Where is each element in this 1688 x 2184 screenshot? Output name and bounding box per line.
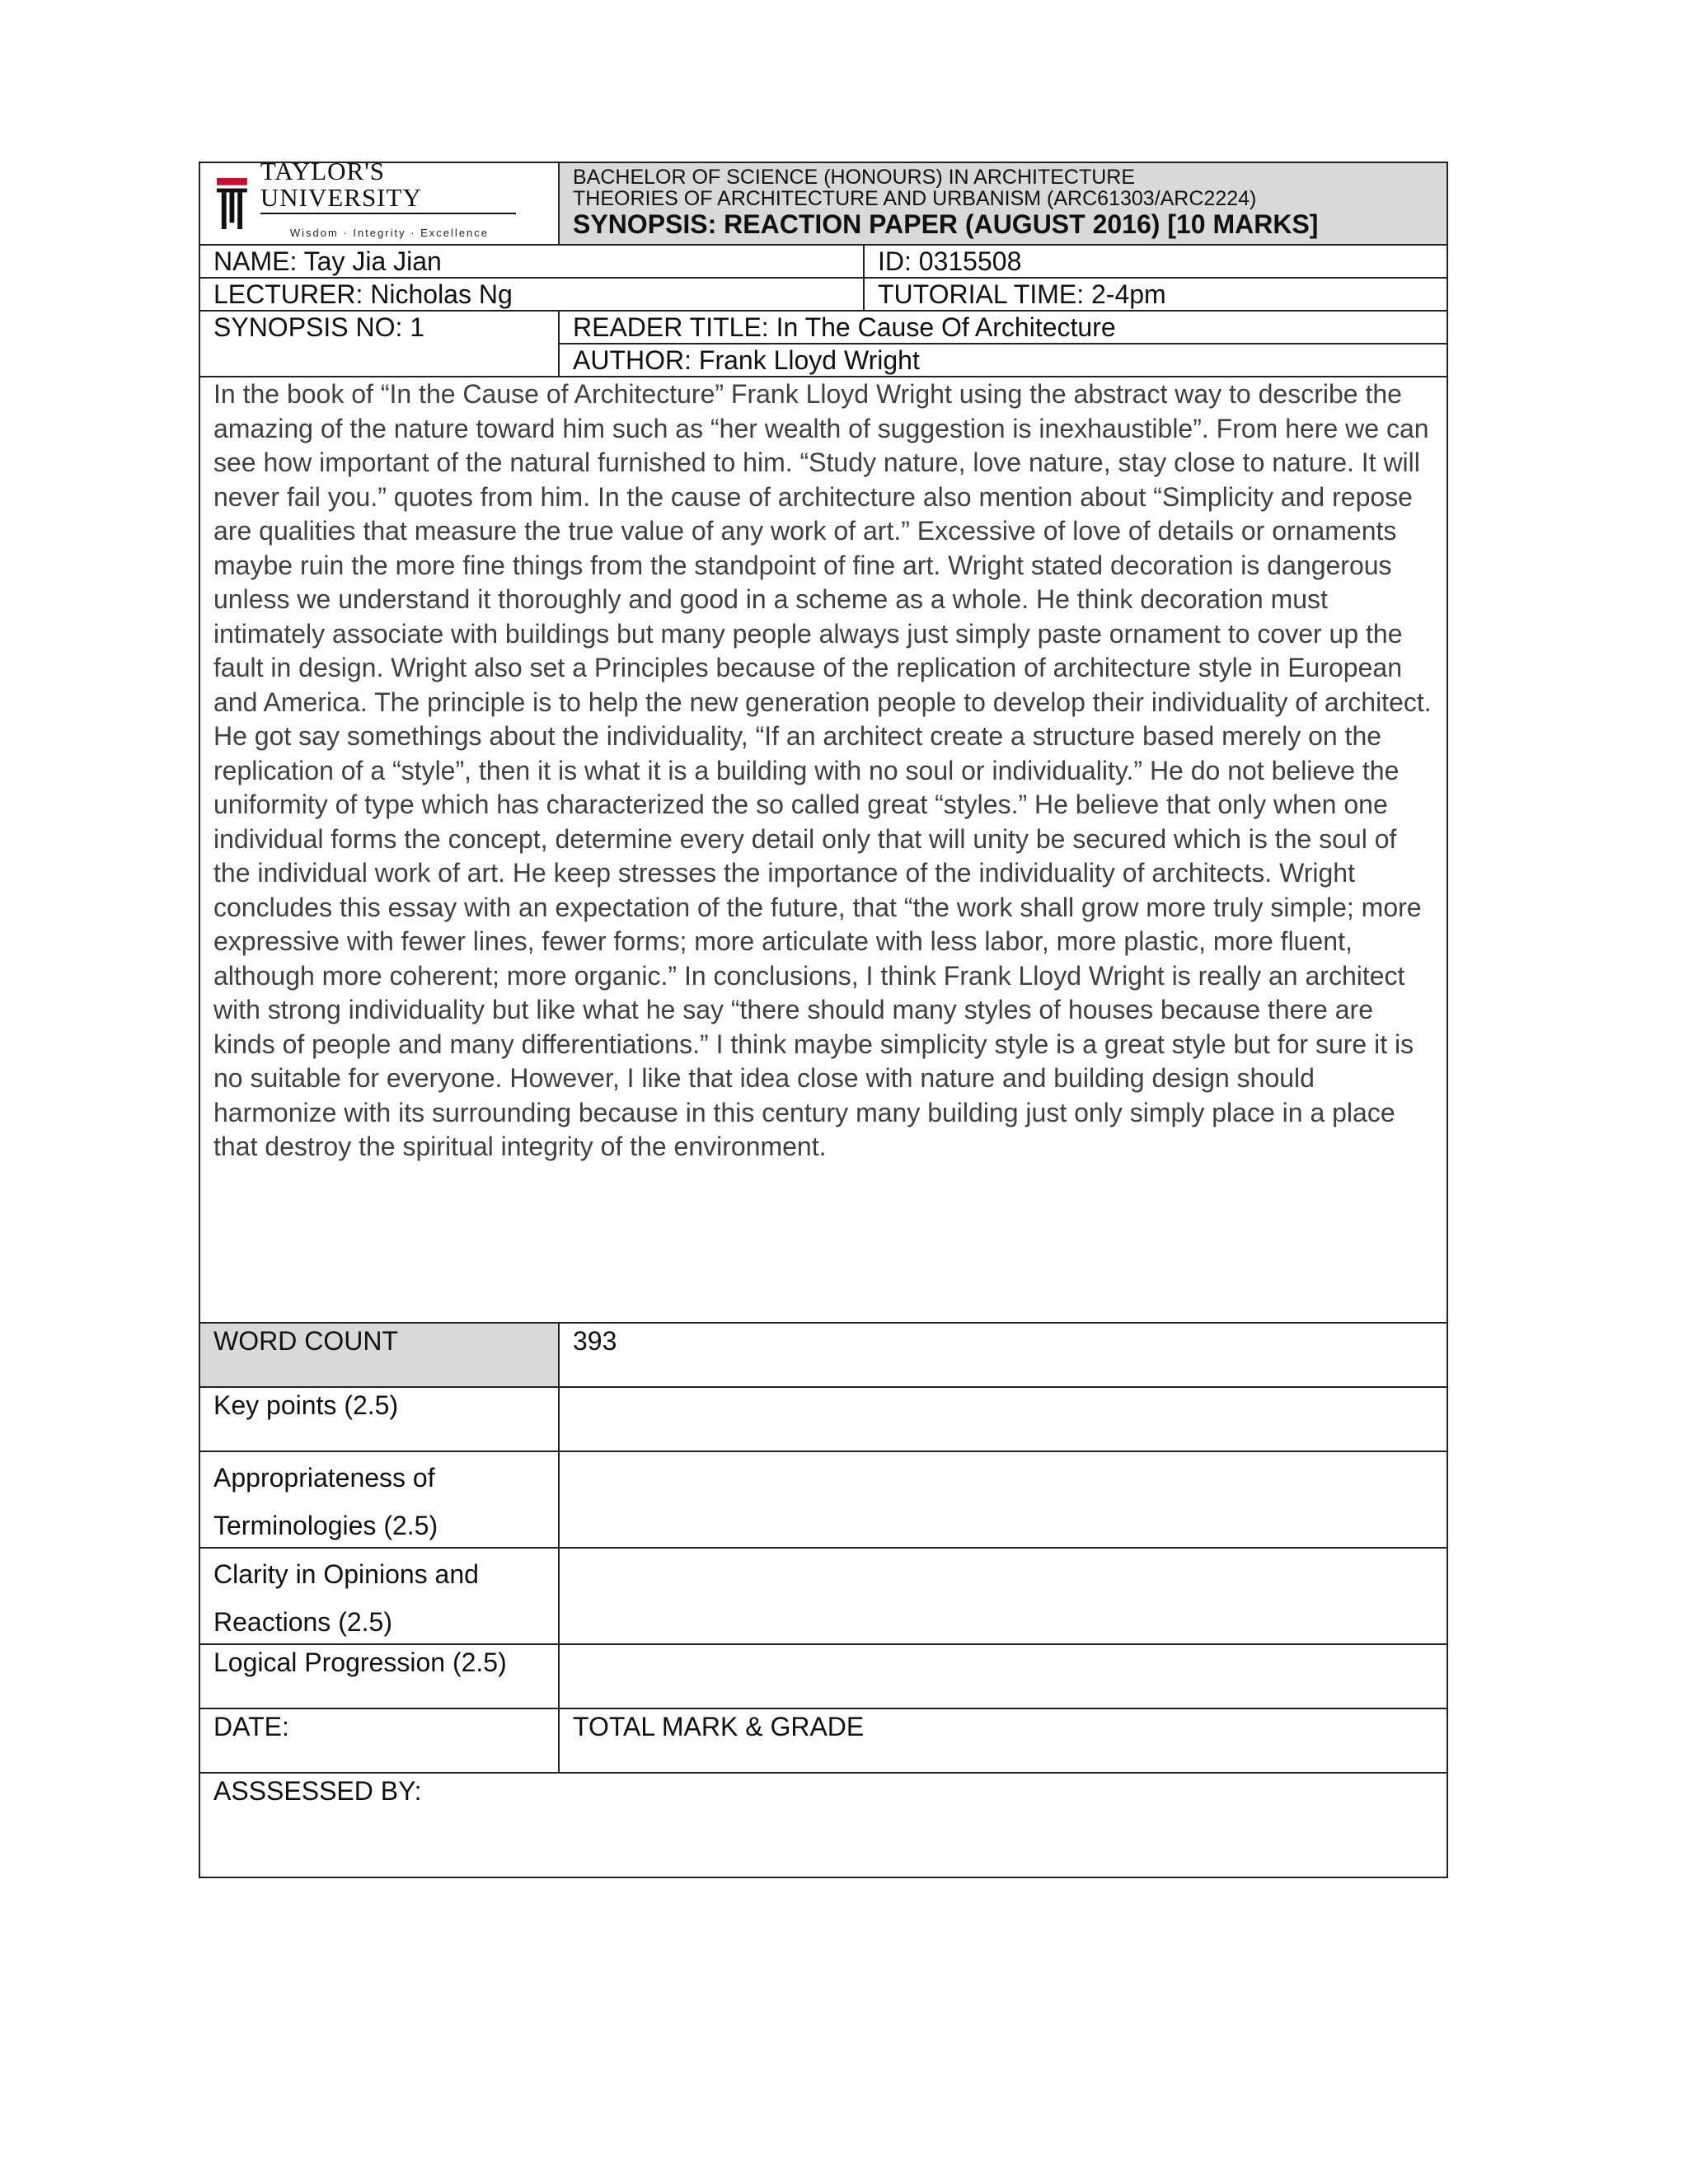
date-label: DATE: [200,1709,560,1772]
university-name: TAYLOR'S UNIVERSITY [260,157,422,212]
terminologies-label [200,1452,560,1547]
tutorial-time: TUTORIAL TIME: 2-4pm [878,279,1166,309]
document-title: SYNOPSIS: REACTION PAPER (AUGUST 2016) [10 MARKS] [573,209,1319,239]
date-total-row [200,1709,1447,1774]
clarity-row [200,1549,1447,1645]
info-row-synopsis [200,312,1447,377]
student-id: ID: 0315508 [878,246,1022,276]
key-points-row [200,1388,1447,1452]
logo-divider [260,213,516,214]
lecturer-name: LECTURER: Nicholas Ng [200,279,865,310]
word-count-label: WORD COUNT [200,1324,560,1386]
info-row-name [200,246,1447,279]
reader-author: AUTHOR: Frank Lloyd Wright [573,345,920,375]
logo-cell [200,157,560,244]
reader-info [560,312,1447,376]
terminologies-label-line2: Terminologies (2.5) [213,1511,438,1540]
reader-title: READER TITLE: In The Cause Of Architecture [560,312,1447,344]
course-header [560,163,1447,244]
key-points-label: Key points (2.5) [200,1388,560,1451]
module-name: THEORIES OF ARCHITECTURE AND URBANISM (ARC61303/ARC2224) [573,187,1257,210]
key-points-score[interactable] [560,1388,1447,1451]
logical-label: Logical Progression (2.5) [200,1645,560,1708]
synopsis-text: In the book of “In the Cause of Architecture” Frank Lloyd Wright using the abstract way to describe the amazing of the nature toward him such as “her wealth of suggestion is inexhaustible”. From here we can see how important of the natural furnished to him. “Study nature, love nature, stay close to nature. It will never fail you.” quotes from him. In the cause of architecture also mention about “Simplicity and repose are qualities that measure the true value of any work of art.” Excessive of love of details or ornaments maybe ruin the more fine things from the standpoint of fine art. Wright stated decoration is dangerous unless we understand it thoroughly and good in a scheme as a whole. He think decoration must intimately associate with buildings but many people always just simply paste ornament to cover up the fault in design. Wright also set a Principles because of the replication of architecture style in European and America. The principle is to help the new generation people to develop their individuality of architect. He got say somethings about the individuality, “If an architect create a structure based merely on the replication of a “style”, then it is what it is a building with no soul or individuality.” He do not believe the uniformity of type which has characterized the so called great “styles.” He believe that only when one individual forms the concept, determine every detail only that will unity be secured which is the soul of the individual work of art. He keep stresses the importance of the individuality of architects. Wright concludes this essay with an expectation of the future, that “the work shall grow more truly simple; more expressive with fewer lines, fewer forms; more articulate with less labor, more plastic, more fluent, although more coherent; more organic.” In conclusions, I think Frank Lloyd Wright is really an architect with strong individuality but like what he say “there should many styles of houses because there are kinds of people and many differentiations.” I think maybe simplicity style is a great style but for sure it is no suitable for everyone. However, I like that idea close with nature and building design should harmonize with its surrounding because in this century many building just only simply place in a place that destroy the spiritual integrity of the environment. [213,379,1432,1161]
total-mark-label: TOTAL MARK & GRADE [573,1712,865,1741]
terminologies-score[interactable] [560,1452,1447,1547]
info-row-lecturer [200,279,1447,312]
assessed-by-row [200,1774,1447,1877]
synopsis-number: SYNOPSIS NO: 1 [200,312,560,376]
clarity-label-line1: Clarity in Opinions and [213,1559,479,1589]
terminologies-label-line1: Appropriateness of [213,1463,435,1493]
synopsis-form [199,157,1448,1878]
program-name: BACHELOR OF SCIENCE (HONOURS) IN ARCHITECTURE [573,166,1136,189]
synopsis-body-row [200,377,1447,1324]
clarity-label [200,1549,560,1643]
university-motto: Wisdom · Integrity · Excellence [289,227,490,239]
clarity-label-line2: Reactions (2.5) [213,1607,392,1637]
university-logo [217,158,545,249]
student-name: NAME: Tay Jia Jian [200,246,865,277]
terminologies-row [200,1452,1447,1549]
word-count-row [200,1324,1447,1388]
logical-score[interactable] [560,1645,1447,1708]
header-row [200,157,1447,246]
logical-row [200,1645,1447,1709]
word-count-value: 393 [573,1326,617,1356]
university-crest-icon [217,177,247,230]
clarity-score[interactable] [560,1549,1447,1643]
assessed-by-label: ASSSESSED BY: [213,1776,422,1806]
